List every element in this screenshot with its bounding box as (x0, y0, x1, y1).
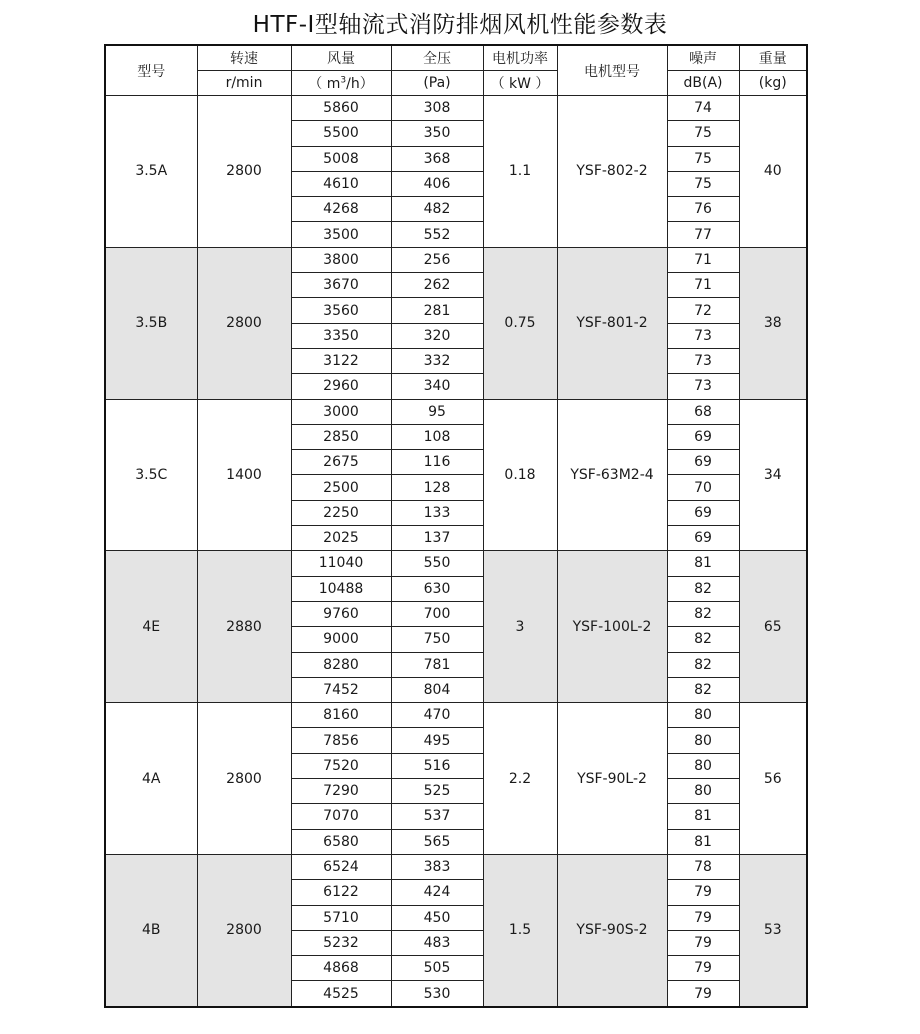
cell-noise: 75 (667, 171, 739, 196)
header-motor: 电机型号 (557, 45, 667, 96)
cell-noise: 80 (667, 779, 739, 804)
table-row (105, 247, 807, 272)
cell-pressure: 537 (391, 804, 483, 829)
cell-speed: 1400 (197, 399, 291, 551)
header-power-unit: （ kW ） (483, 71, 557, 96)
cell-speed: 2800 (197, 96, 291, 248)
cell-pressure: 470 (391, 703, 483, 728)
cell-flow: 7856 (291, 728, 391, 753)
cell-pressure: 516 (391, 753, 483, 778)
cell-power: 3 (483, 551, 557, 703)
header-pressure-unit: (Pa) (391, 71, 483, 96)
header-weight: 重量 (739, 45, 807, 71)
cell-pressure: 450 (391, 905, 483, 930)
header-speed: 转速 (197, 45, 291, 71)
cell-pressure: 750 (391, 627, 483, 652)
header-model: 型号 (105, 45, 197, 96)
cell-noise: 71 (667, 273, 739, 298)
cell-pressure: 552 (391, 222, 483, 247)
cell-model: 3.5C (105, 399, 197, 551)
cell-noise: 69 (667, 500, 739, 525)
cell-flow: 2675 (291, 450, 391, 475)
cell-flow: 8160 (291, 703, 391, 728)
cell-noise: 79 (667, 905, 739, 930)
cell-flow: 7290 (291, 779, 391, 804)
table-row (105, 703, 807, 728)
cell-pressure: 406 (391, 171, 483, 196)
cell-noise: 69 (667, 526, 739, 551)
cell-pressure: 495 (391, 728, 483, 753)
table-body (105, 96, 807, 1007)
cell-pressure: 116 (391, 450, 483, 475)
cell-flow: 2250 (291, 500, 391, 525)
cell-pressure: 505 (391, 956, 483, 981)
cell-flow: 3500 (291, 222, 391, 247)
cell-pressure: 128 (391, 475, 483, 500)
cell-flow: 5860 (291, 96, 391, 121)
cell-noise: 72 (667, 298, 739, 323)
cell-speed: 2880 (197, 551, 291, 703)
cell-pressure: 525 (391, 779, 483, 804)
cell-noise: 73 (667, 374, 739, 399)
cell-weight: 53 (739, 854, 807, 1006)
cell-pressure: 256 (391, 247, 483, 272)
header-power: 电机功率 (483, 45, 557, 71)
cell-flow: 5008 (291, 146, 391, 171)
cell-noise: 80 (667, 728, 739, 753)
cell-pressure: 133 (391, 500, 483, 525)
cell-pressure: 262 (391, 273, 483, 298)
cell-model: 3.5B (105, 247, 197, 399)
header-speed-unit: r/min (197, 71, 291, 96)
cell-pressure: 281 (391, 298, 483, 323)
cell-noise: 82 (667, 652, 739, 677)
cell-flow: 2850 (291, 424, 391, 449)
cell-model: 4A (105, 703, 197, 855)
cell-flow: 6580 (291, 829, 391, 854)
cell-weight: 38 (739, 247, 807, 399)
cell-pressure: 332 (391, 348, 483, 373)
cell-noise: 73 (667, 348, 739, 373)
cell-noise: 82 (667, 601, 739, 626)
header-flow-unit (291, 71, 391, 96)
cell-noise: 82 (667, 677, 739, 702)
cell-noise: 80 (667, 703, 739, 728)
cell-pressure: 108 (391, 424, 483, 449)
header-noise: 噪声 (667, 45, 739, 71)
cell-flow: 3000 (291, 399, 391, 424)
cell-noise: 75 (667, 146, 739, 171)
cell-noise: 76 (667, 197, 739, 222)
cell-flow: 3350 (291, 323, 391, 348)
cell-flow: 3122 (291, 348, 391, 373)
header-flow: 风量 (291, 45, 391, 71)
cell-flow: 2960 (291, 374, 391, 399)
cell-noise: 69 (667, 450, 739, 475)
cell-flow: 4525 (291, 981, 391, 1007)
cell-noise: 79 (667, 956, 739, 981)
cell-motor: YSF-63M2-4 (557, 399, 667, 551)
table-header (105, 45, 807, 96)
cell-noise: 78 (667, 854, 739, 879)
cell-pressure: 340 (391, 374, 483, 399)
cell-noise: 81 (667, 829, 739, 854)
cell-power: 1.1 (483, 96, 557, 248)
cell-noise: 71 (667, 247, 739, 272)
table-row (105, 551, 807, 576)
flow-unit-pre: （ m (308, 76, 341, 92)
cell-weight: 34 (739, 399, 807, 551)
cell-pressure: 350 (391, 121, 483, 146)
cell-pressure: 383 (391, 854, 483, 879)
cell-pressure: 550 (391, 551, 483, 576)
table-row (105, 96, 807, 121)
cell-weight: 40 (739, 96, 807, 248)
cell-pressure: 530 (391, 981, 483, 1007)
cell-flow: 3670 (291, 273, 391, 298)
cell-flow: 7452 (291, 677, 391, 702)
cell-flow: 6524 (291, 854, 391, 879)
cell-speed: 2800 (197, 854, 291, 1006)
cell-noise: 77 (667, 222, 739, 247)
cell-model: 4E (105, 551, 197, 703)
cell-noise: 79 (667, 930, 739, 955)
cell-speed: 2800 (197, 247, 291, 399)
cell-noise: 80 (667, 753, 739, 778)
cell-flow: 6122 (291, 880, 391, 905)
cell-flow: 4268 (291, 197, 391, 222)
cell-weight: 56 (739, 703, 807, 855)
cell-power: 0.75 (483, 247, 557, 399)
cell-noise: 74 (667, 96, 739, 121)
cell-pressure: 95 (391, 399, 483, 424)
cell-flow: 4868 (291, 956, 391, 981)
cell-noise: 81 (667, 551, 739, 576)
cell-weight: 65 (739, 551, 807, 703)
cell-pressure: 781 (391, 652, 483, 677)
cell-noise: 70 (667, 475, 739, 500)
cell-flow: 9000 (291, 627, 391, 652)
performance-table (104, 44, 808, 1008)
cell-noise: 68 (667, 399, 739, 424)
cell-flow: 2025 (291, 526, 391, 551)
cell-flow: 10488 (291, 576, 391, 601)
cell-noise: 81 (667, 804, 739, 829)
cell-noise: 75 (667, 121, 739, 146)
cell-motor: YSF-802-2 (557, 96, 667, 248)
flow-unit-post: /h） (346, 76, 374, 92)
cell-flow: 5232 (291, 930, 391, 955)
cell-motor: YSF-801-2 (557, 247, 667, 399)
cell-model: 4B (105, 854, 197, 1006)
cell-flow: 3560 (291, 298, 391, 323)
cell-flow: 5710 (291, 905, 391, 930)
cell-noise: 82 (667, 576, 739, 601)
cell-pressure: 565 (391, 829, 483, 854)
header-noise-unit: dB(A) (667, 71, 739, 96)
cell-flow: 4610 (291, 171, 391, 196)
cell-noise: 73 (667, 323, 739, 348)
cell-power: 1.5 (483, 854, 557, 1006)
cell-pressure: 424 (391, 880, 483, 905)
cell-noise: 82 (667, 627, 739, 652)
flow-unit-sup: 3 (340, 75, 347, 86)
cell-pressure: 482 (391, 197, 483, 222)
header-pressure: 全压 (391, 45, 483, 71)
cell-pressure: 137 (391, 526, 483, 551)
cell-pressure: 630 (391, 576, 483, 601)
cell-noise: 69 (667, 424, 739, 449)
cell-flow: 7520 (291, 753, 391, 778)
cell-flow: 7070 (291, 804, 391, 829)
cell-noise: 79 (667, 880, 739, 905)
cell-flow: 8280 (291, 652, 391, 677)
cell-flow: 3800 (291, 247, 391, 272)
cell-flow: 11040 (291, 551, 391, 576)
cell-motor: YSF-90L-2 (557, 703, 667, 855)
cell-model: 3.5A (105, 96, 197, 248)
cell-power: 2.2 (483, 703, 557, 855)
header-weight-unit: (kg) (739, 71, 807, 96)
cell-pressure: 308 (391, 96, 483, 121)
cell-pressure: 483 (391, 930, 483, 955)
cell-pressure: 700 (391, 601, 483, 626)
cell-flow: 9760 (291, 601, 391, 626)
cell-pressure: 368 (391, 146, 483, 171)
cell-motor: YSF-100L-2 (557, 551, 667, 703)
page-title: HTF-I型轴流式消防排烟风机性能参数表 (252, 12, 668, 38)
table-row (105, 854, 807, 879)
cell-power: 0.18 (483, 399, 557, 551)
cell-flow: 5500 (291, 121, 391, 146)
table-row (105, 399, 807, 424)
cell-pressure: 320 (391, 323, 483, 348)
cell-motor: YSF-90S-2 (557, 854, 667, 1006)
cell-speed: 2800 (197, 703, 291, 855)
cell-flow: 2500 (291, 475, 391, 500)
cell-pressure: 804 (391, 677, 483, 702)
cell-noise: 79 (667, 981, 739, 1007)
